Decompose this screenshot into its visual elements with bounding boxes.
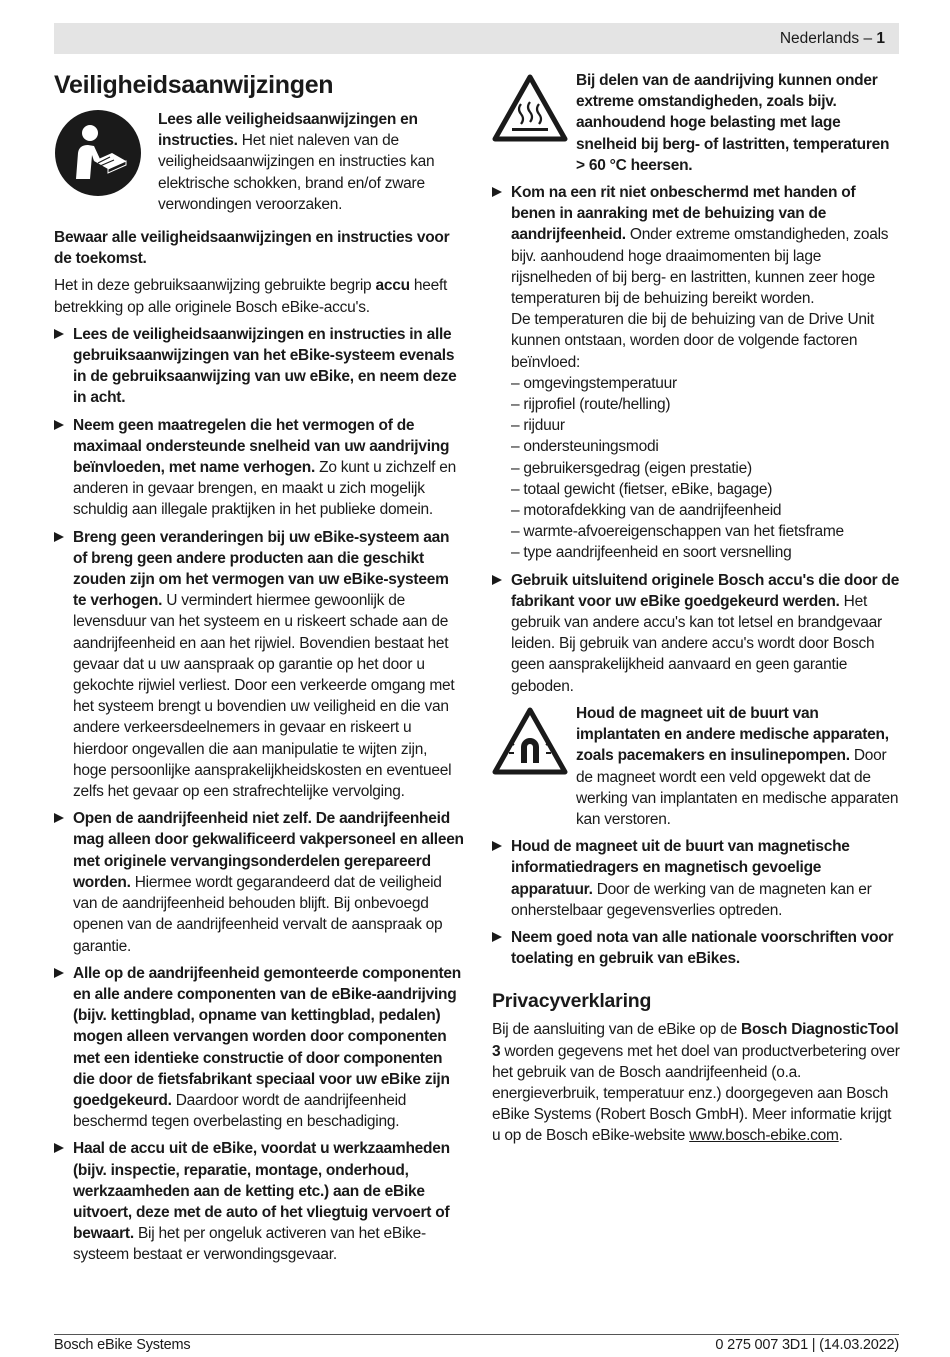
bullet-arrow-icon: [54, 329, 64, 339]
list-item: – totaal gewicht (fietser, eBike, bagage): [511, 480, 773, 498]
footer-divider: [54, 1334, 899, 1335]
factors-intro: De temperaturen die bij de behuizing van de Drive Unit kunnen ontstaan, worden door de volgende factoren beïnvloed:: [511, 311, 875, 371]
bullet-arrow-icon: [492, 187, 502, 197]
list-item: – ondersteuningsmodi: [511, 438, 659, 456]
header-separator: –: [863, 30, 873, 47]
bullet-item: Kom na een rit niet onbeschermd met handen of benen in aanraking met de behuizing van de aandrijfeenheid. Onder extreme omstandigheden, zoals bijv. aanhoudend hoge draaimomenten bij lage rijsnelheden of bij berg- en lastritten, kunnen zeer hoge temperaturen bij de behuizing bereikt worden. De temperaturen die bij de behuizing van de Drive Unit kunnen ontstaan, worden door de volgende factoren beïnvloed: – omgevingstemperatuur – rijprofiel (route/helling) – rijduur – ondersteuningsmodi – gebruikersgedrag (eigen prestatie) – totaal gewicht (fietser, eBike, bagage) – motorafdekking van de aandrijfeenheid – warmte-afvoereigenschappen van het fietsframe – type aandrijfeenheid en soort versnelling: [492, 182, 902, 564]
bullet-item: Houd de magneet uit de buurt van magnetische informatiedragers en magnetisch gevoelige apparatuur. Door de werking van de magneten kan er onherstelbaar gegevensverlies optreden.: [492, 836, 902, 921]
magnet-warning-icon: [492, 703, 576, 783]
bullet-item: Neem geen maatregelen die het vermogen of de maximaal ondersteunde snelheid van uw aandrijving beïnvloeden, met name verhogen. Zo kunt u zichzelf en anderen in gevaar brengen, en maakt u zich mogelijk schuldig aan illegale praktijken in het publieke domein.: [54, 415, 464, 521]
hot-surface-warning-icon: [492, 70, 576, 150]
bullet-item: Alle op de aandrijfeenheid gemonteerde componenten en alle andere componenten van de eBike-aandrijving (bijv. kettingblad, opname van kettingblad, pedalen) mogen alleen vervangen worden door componenten met een identieke constructie of door componenten die door de fietsfabrikant speciaal voor uw eBike zijn goedgekeurd. Daardoor wordt de aandrijfeenheid beschermd tegen overbelasting en beschadiging.: [54, 963, 464, 1133]
right-column: [492, 70, 902, 1147]
page-header-text: [780, 29, 885, 49]
privacy-heading: Privacyverklaring: [492, 990, 652, 1013]
footer-company: Bosch eBike Systems: [54, 1337, 191, 1353]
bullet-item: Lees de veiligheidsaanwijzingen en instructies in alle gebruiksaanwijzingen van het eBike-systeem evenals in de gebruiksaanwijzing van uw eBike, en neem deze in acht.: [54, 324, 464, 409]
bullet-arrow-icon: [492, 932, 502, 942]
intro-text: [158, 109, 464, 221]
footer-document-id: 0 275 007 3D1 | (14.03.2022): [715, 1337, 899, 1353]
magnet-warning-text: Houd de magneet uit de buurt van implantaten en andere medische apparaten, zoals pacemakers en insulinepompen. Door de magneet wordt een veld opgewekt dat de werking van implantaten en medische apparaten kan verstoren.: [576, 704, 899, 828]
header-page-number: 1: [876, 30, 885, 47]
privacy-text: Bij de aansluiting van de eBike op de Bosch DiagnosticTool 3 worden gegevens met het doel van productverbetering over het gebruik van de Bosch aandrijfeenheid (o.a. energieverbruik, temperatuur enz.) doorgegeven aan Bosch eBike Systems (Robert Bosch GmbH). Meer informatie krijgt u op de Bosch eBike-website www.bosch-ebike.com.: [492, 1021, 900, 1145]
bosch-ebike-website-link[interactable]: www.bosch-ebike.com: [689, 1127, 839, 1145]
hot-surface-warning-text: Bij delen van de aandrijving kunnen onder extreme omstandigheden, zoals bijv. aanhoudend hoge belasting met lage snelheid bij berg- of lastritten, temperaturen > 60 °C heersen.: [576, 72, 890, 174]
bullet-arrow-icon: [54, 1143, 64, 1153]
list-item: – motorafdekking van de aandrijfeenheid: [511, 502, 782, 520]
bullet-arrow-icon: [54, 532, 64, 542]
bullet-item: Haal de accu uit de eBike, voordat u werkzaamheden (bijv. inspectie, reparatie, montage, onderhoud, werkzaamheden aan de ketting etc.) aan de eBike uitvoert, deze met de auto of het vliegtuig vervoert of bewaart. Bij het per ongeluk activeren van het eBike-systeem bestaat er verwondingsgevaar.: [54, 1138, 464, 1265]
intro-lead-bold: Lees alle veiligheidsaanwijzingen en instructies.: [158, 111, 418, 150]
bullet-item: Gebruik uitsluitend originele Bosch accu's die door de fabrikant voor uw eBike goedgekeurd werden. Het gebruik van andere accu's kan tot letsel en brandgevaar leiden. Bij gebruik van andere accu's wordt door Bosch geen aansprakelijkheid aanvaard en geen garantie geboden.: [492, 570, 902, 697]
bullet-arrow-icon: [54, 420, 64, 430]
bullet-arrow-icon: [492, 841, 502, 851]
list-item: – rijduur: [511, 417, 565, 435]
magnet-warning: [492, 703, 902, 830]
bullet-arrow-icon: [54, 813, 64, 823]
hot-surface-warning: [492, 70, 902, 176]
page-title: Veiligheidsaanwijzingen: [54, 71, 334, 99]
list-item: – rijprofiel (route/helling): [511, 396, 671, 414]
read-manual-icon: [54, 109, 158, 221]
list-item: – gebruikersgedrag (eigen prestatie): [511, 459, 752, 477]
bullet-arrow-icon: [54, 968, 64, 978]
page-header-bar: [54, 23, 899, 54]
bullet-item: Neem goed nota van alle nationale voorschriften voor toelating en gebruik van eBikes.: [492, 927, 902, 969]
list-item: – omgevingstemperatuur: [511, 374, 677, 392]
term-definition: Het in deze gebruiksaanwijzing gebruikte begrip accu heeft betrekking op alle originele Bosch eBike-accu's.: [54, 277, 448, 316]
bullet-arrow-icon: [492, 575, 502, 585]
keep-instructions: Bewaar alle veiligheidsaanwijzingen en instructies voor de toekomst.: [54, 229, 450, 268]
intro-lead-text: Het niet naleven van de veiligheidsaanwijzingen en instructies kan elektrische schokken, brand en/of zware verwondingen veroorzaken.: [158, 132, 435, 213]
bullet-item: Open de aandrijfeenheid niet zelf. De aandrijfeenheid mag alleen door gekwalificeerd vakpersoneel en alleen met originele vervangingsonderdelen gerepareerd worden. Hiermee wordt gegarandeerd dat de veiligheid van de aandrijfeenheid behouden blijft. Bij onbevoegd openen van de aandrijfeenheid vervalt de aanspraak op garantie.: [54, 808, 464, 956]
left-column: [54, 70, 464, 1266]
list-item: – type aandrijfeenheid en soort versnelling: [511, 544, 792, 562]
intro-block: [54, 109, 464, 221]
header-language: Nederlands: [779, 30, 860, 47]
factors-list: [511, 373, 902, 564]
bullet-item: Breng geen veranderingen bij uw eBike-systeem aan of breng geen andere producten aan die geschikt zouden zijn om het vermogen van uw eBike-systeem te verhogen. U vermindert hiermee gewoonlijk de levensduur van het systeem en u riskeert schade aan de aandrijfeenheid en aan het rijwiel. Bovendien bestaat het gevaar dat u uw aanspraak op garantie op het door u gekochte rijwiel verliest. Door een verkeerde omgang met het systeem brengt u bovendien uw veiligheid en die van andere verkeersdeelnemers in gevaar en riskeert u hierdoor ongevallen die aan manipulatie te wijten zijn, hoge persoonlijke aansprakelijkheidskosten en eventueel zelfs het gevaar op een strafrechtelijke vervolging.: [54, 527, 464, 803]
list-item: – warmte-afvoereigenschappen van het fietsframe: [511, 523, 844, 541]
